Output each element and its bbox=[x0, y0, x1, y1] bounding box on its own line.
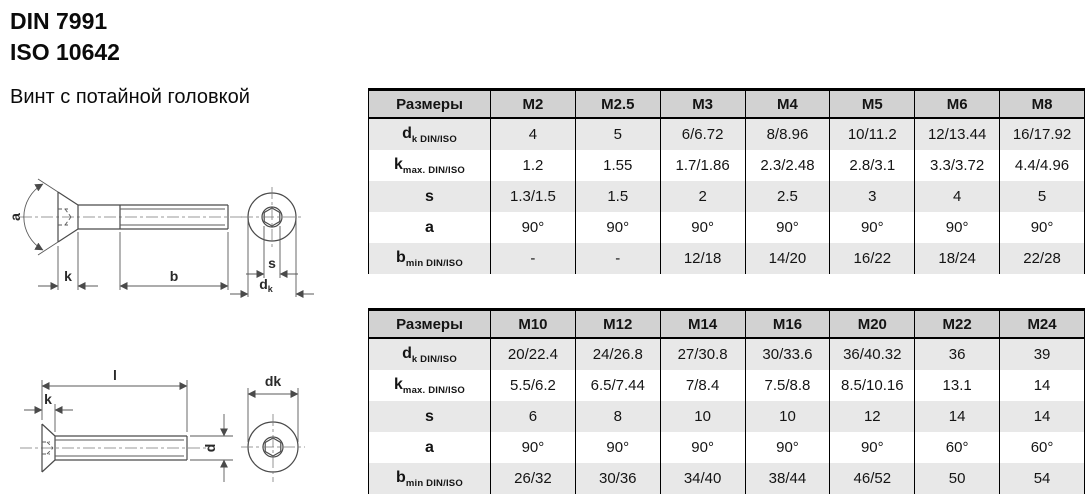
table-row bbox=[369, 118, 1085, 150]
table-row bbox=[369, 432, 1085, 463]
value-cell: 8/8.96 bbox=[745, 118, 830, 150]
value-cell: 2.8/3.1 bbox=[830, 150, 915, 181]
value-cell: 2 bbox=[660, 181, 745, 212]
table-row bbox=[369, 243, 1085, 274]
head-height-label: k bbox=[44, 391, 52, 407]
value-cell: 12/13.44 bbox=[915, 118, 1000, 150]
standard-titles bbox=[10, 6, 120, 68]
row-label-symbol: b bbox=[396, 468, 406, 486]
table-header-row bbox=[369, 310, 1085, 339]
value-cell: 10/11.2 bbox=[830, 118, 915, 150]
row-label-subscript: max. DIN/ISO bbox=[402, 164, 465, 176]
value-cell: 1.3/1.5 bbox=[491, 181, 576, 212]
row-label-symbol: b bbox=[396, 248, 406, 266]
row-label-subscript: k DIN/ISO bbox=[411, 353, 457, 365]
value-cell: 90° bbox=[830, 212, 915, 243]
row-label-subscript: min DIN/ISO bbox=[405, 257, 463, 269]
head-height-label: k bbox=[64, 268, 72, 284]
value-cell: 14/20 bbox=[745, 243, 830, 274]
value-cell: 30/36 bbox=[575, 463, 660, 494]
value-cell: 27/30.8 bbox=[660, 338, 745, 370]
value-cell: 8.5/10.16 bbox=[830, 370, 915, 401]
table-row bbox=[369, 338, 1085, 370]
column-header-cell: M10 bbox=[491, 310, 576, 339]
row-label-cell bbox=[369, 212, 491, 243]
page-subtitle: Винт с потайной головкой bbox=[10, 86, 250, 108]
value-cell: 5 bbox=[575, 118, 660, 150]
row-label-cell bbox=[369, 243, 491, 274]
value-cell: 6 bbox=[491, 401, 576, 432]
value-cell: 34/40 bbox=[660, 463, 745, 494]
value-cell: 90° bbox=[491, 432, 576, 463]
row-label-symbol: k bbox=[394, 375, 403, 393]
value-cell: 50 bbox=[915, 463, 1000, 494]
value-cell: 18/24 bbox=[915, 243, 1000, 274]
head-diameter-label: $d_k$ bbox=[259, 276, 273, 294]
end-view-centerlines bbox=[241, 187, 303, 247]
value-cell: 90° bbox=[660, 432, 745, 463]
dimension-table-m10-m24 bbox=[368, 308, 1085, 494]
value-cell: 20/22.4 bbox=[491, 338, 576, 370]
value-cell: 6.5/7.44 bbox=[575, 370, 660, 401]
value-cell: 30/33.6 bbox=[745, 338, 830, 370]
value-cell: 12 bbox=[830, 401, 915, 432]
end-view-centerlines bbox=[241, 414, 305, 482]
value-cell: 24/26.8 bbox=[575, 338, 660, 370]
value-cell: - bbox=[491, 243, 576, 274]
dimension-table-1-wrap bbox=[368, 88, 1085, 274]
dimension-extension-lines bbox=[58, 232, 228, 290]
value-cell: 90° bbox=[1000, 212, 1085, 243]
iso-standard-title: ISO 10642 bbox=[10, 39, 120, 65]
value-cell: 22/28 bbox=[1000, 243, 1085, 274]
row-label-cell bbox=[369, 463, 491, 494]
value-cell: 36 bbox=[915, 338, 1000, 370]
value-cell: 8 bbox=[575, 401, 660, 432]
value-cell: 1.55 bbox=[575, 150, 660, 181]
row-label-symbol: d bbox=[402, 344, 412, 362]
table-row bbox=[369, 370, 1085, 401]
value-cell: 10 bbox=[660, 401, 745, 432]
value-cell: 60° bbox=[1000, 432, 1085, 463]
column-header-cell: M16 bbox=[745, 310, 830, 339]
angle-label: a bbox=[7, 213, 23, 221]
corner-header-cell: Размеры bbox=[369, 90, 491, 119]
column-header-cell: M2 bbox=[491, 90, 576, 119]
value-cell: 39 bbox=[1000, 338, 1085, 370]
value-cell: 1.2 bbox=[491, 150, 576, 181]
column-header-cell: M8 bbox=[1000, 90, 1085, 119]
row-label-cell bbox=[369, 150, 491, 181]
screw-side-end-view-1-svg bbox=[5, 156, 325, 300]
shank-diameter-label: d bbox=[202, 443, 218, 453]
value-cell: 46/52 bbox=[830, 463, 915, 494]
column-header-cell: M22 bbox=[915, 310, 1000, 339]
table-row bbox=[369, 150, 1085, 181]
dimension-table-2-wrap bbox=[368, 308, 1085, 494]
corner-header-cell: Размеры bbox=[369, 310, 491, 339]
column-header-cell: M4 bbox=[745, 90, 830, 119]
value-cell: 2.5 bbox=[745, 181, 830, 212]
head-diameter-label: dk bbox=[264, 373, 282, 389]
row-label-symbol: a bbox=[425, 438, 434, 456]
row-label-cell bbox=[369, 432, 491, 463]
value-cell: 7/8.4 bbox=[660, 370, 745, 401]
column-header-cell: M12 bbox=[575, 310, 660, 339]
value-cell: 14 bbox=[1000, 401, 1085, 432]
value-cell: 2.3/2.48 bbox=[745, 150, 830, 181]
column-header-cell: M5 bbox=[830, 90, 915, 119]
value-cell: 1.7/1.86 bbox=[660, 150, 745, 181]
table-row bbox=[369, 212, 1085, 243]
column-header-cell: M2.5 bbox=[575, 90, 660, 119]
value-cell: 3 bbox=[830, 181, 915, 212]
value-cell: 6/6.72 bbox=[660, 118, 745, 150]
value-cell: 54 bbox=[1000, 463, 1085, 494]
table-row bbox=[369, 401, 1085, 432]
value-cell: 36/40.32 bbox=[830, 338, 915, 370]
value-cell: 90° bbox=[575, 212, 660, 243]
row-label-subscript: k DIN/ISO bbox=[411, 133, 457, 145]
screw-drawing-full-thread bbox=[5, 352, 335, 500]
value-cell: 7.5/8.8 bbox=[745, 370, 830, 401]
value-cell: 16/17.92 bbox=[1000, 118, 1085, 150]
length-label: l bbox=[113, 367, 117, 383]
value-cell: 12/18 bbox=[660, 243, 745, 274]
column-header-cell: M24 bbox=[1000, 310, 1085, 339]
value-cell: 5.5/6.2 bbox=[491, 370, 576, 401]
column-header-cell: M20 bbox=[830, 310, 915, 339]
value-cell: 4 bbox=[915, 181, 1000, 212]
value-cell: 5 bbox=[1000, 181, 1085, 212]
row-label-subscript: max. DIN/ISO bbox=[402, 384, 465, 396]
value-cell: 14 bbox=[1000, 370, 1085, 401]
row-label-cell bbox=[369, 181, 491, 212]
value-cell: - bbox=[575, 243, 660, 274]
din-standard-title: DIN 7991 bbox=[10, 8, 108, 34]
value-cell: 90° bbox=[830, 432, 915, 463]
row-label-cell bbox=[369, 118, 491, 150]
row-label-cell bbox=[369, 338, 491, 370]
value-cell: 1.5 bbox=[575, 181, 660, 212]
value-cell: 14 bbox=[915, 401, 1000, 432]
dimension-table-m2-m8 bbox=[368, 88, 1085, 274]
table-header-row bbox=[369, 90, 1085, 119]
value-cell: 38/44 bbox=[745, 463, 830, 494]
column-header-cell: M14 bbox=[660, 310, 745, 339]
row-label-symbol: d bbox=[402, 124, 412, 142]
value-cell: 4.4/4.96 bbox=[1000, 150, 1085, 181]
row-label-symbol: k bbox=[394, 155, 403, 173]
row-label-subscript: min DIN/ISO bbox=[405, 477, 463, 489]
value-cell: 26/32 bbox=[491, 463, 576, 494]
row-label-symbol: s bbox=[425, 187, 434, 205]
table-row bbox=[369, 181, 1085, 212]
value-cell: 16/22 bbox=[830, 243, 915, 274]
value-cell: 90° bbox=[745, 432, 830, 463]
thread-length-label: b bbox=[169, 268, 179, 284]
row-label-symbol: a bbox=[425, 218, 434, 236]
l-extension-lines bbox=[42, 380, 187, 432]
value-cell: 10 bbox=[745, 401, 830, 432]
column-header-cell: M3 bbox=[660, 90, 745, 119]
socket-size-label: s bbox=[268, 255, 276, 271]
table-row bbox=[369, 463, 1085, 494]
value-cell: 90° bbox=[660, 212, 745, 243]
row-label-cell bbox=[369, 370, 491, 401]
value-cell: 90° bbox=[491, 212, 576, 243]
value-cell: 90° bbox=[745, 212, 830, 243]
value-cell: 3.3/3.72 bbox=[915, 150, 1000, 181]
value-cell: 4 bbox=[491, 118, 576, 150]
screw-drawing-partial-thread bbox=[5, 156, 325, 305]
value-cell: 60° bbox=[915, 432, 1000, 463]
value-cell: 90° bbox=[575, 432, 660, 463]
value-cell: 90° bbox=[915, 212, 1000, 243]
screw-side-end-view-2-svg bbox=[5, 352, 335, 500]
row-label-cell bbox=[369, 401, 491, 432]
value-cell: 13.1 bbox=[915, 370, 1000, 401]
row-label-symbol: s bbox=[425, 407, 434, 425]
column-header-cell: M6 bbox=[915, 90, 1000, 119]
